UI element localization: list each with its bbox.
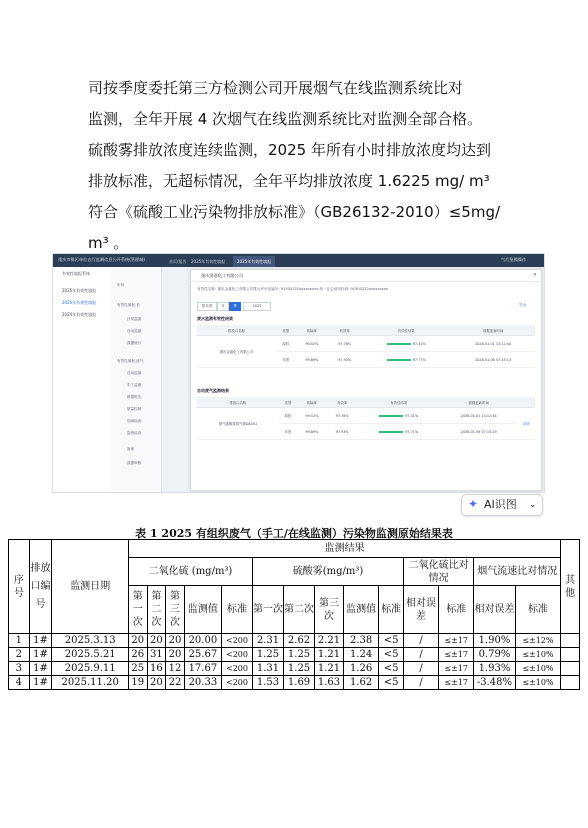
cell-other	[561, 648, 580, 662]
cell-no: 2	[9, 648, 30, 662]
cell-so2-standard: <200	[222, 634, 253, 648]
cell-so2-3: 12	[166, 662, 185, 676]
col-header: 数据更新时间	[440, 397, 517, 408]
cell-flow-rel-err: -3.48%	[474, 676, 515, 690]
cell	[357, 424, 440, 440]
left-nav-header: 有效性填报系统	[62, 271, 90, 276]
cell: 烟气硫酸雾排气筒DA001	[197, 408, 279, 440]
cell-mist-value: 1.62	[344, 676, 379, 690]
filter-year-button[interactable]: 按年度	[197, 302, 217, 311]
cell-so2-3: 20	[166, 648, 185, 662]
cell	[361, 352, 451, 368]
sub-nav-item[interactable]: 现场检查	[127, 419, 142, 423]
panel-info-row: 有效性名称: 重庆金嘉化工有限公司排污许可证编号: 91500222xxxxxxxxx 统一社会信用代码: 91500222xxxxxxxxx	[197, 287, 388, 291]
results-table	[8, 539, 580, 690]
cell-mist-standard: <5	[379, 648, 404, 662]
header-third: 第三次	[166, 586, 185, 634]
table-row	[9, 634, 580, 648]
cell-so2-2: 20	[147, 676, 166, 690]
cell-no: 4	[9, 676, 30, 690]
col-header: 有效性结果	[361, 325, 451, 336]
cell-outlet: 1#	[29, 662, 52, 676]
cell-flow-standard: ≤±10%	[515, 648, 561, 662]
sub-nav-item[interactable]: 质量控制	[127, 407, 142, 411]
header-mist: 硫酸雾(mg/m³)	[253, 558, 404, 586]
col-header: 有效率	[327, 397, 357, 408]
cell-value: 97.31%	[412, 341, 426, 346]
cell: 2026-01-06 07:15:13	[451, 352, 535, 368]
sub-nav-item[interactable]: 有效性填报-自	[117, 303, 140, 307]
ai-button-label: AI识图	[484, 498, 517, 511]
cell: 99.89%	[297, 424, 327, 440]
cell-flow-standard: ≤±12%	[515, 634, 561, 648]
header-seq: 序号	[9, 540, 30, 634]
cell: 原料	[279, 408, 297, 424]
cell: 97.78%	[328, 336, 361, 352]
header-value: 监测值	[344, 586, 379, 634]
col-header: 排放口名称	[197, 325, 276, 336]
app-title: 重庆市排污单位自行监测信息公开系统(管理端)	[58, 257, 146, 262]
left-nav-item[interactable]: 2024年有效性填报	[62, 312, 97, 317]
cell-mist-2: 1.25	[284, 662, 315, 676]
header-standard: 标准	[379, 586, 404, 634]
ai-recognize-button[interactable]	[461, 494, 543, 516]
cell: 重庆金嘉化工有限公司	[197, 336, 276, 368]
cell: 99.89%	[295, 352, 328, 368]
table-row	[197, 408, 535, 424]
cell-so2-3: 22	[166, 676, 185, 690]
header-standard: 标准	[515, 586, 561, 634]
sub-nav-item[interactable]: 年份	[117, 283, 125, 287]
header-so2: 二氧化硫 (mg/m³)	[128, 558, 252, 586]
tab-home[interactable]: 首页/报告	[169, 259, 187, 264]
sub-nav-item[interactable]: 日常监测	[127, 317, 142, 321]
header-so2-compare: 二氧化硫比对情况	[403, 558, 473, 586]
sub-nav-item[interactable]: 自动监测	[127, 371, 142, 375]
tab-fill-2025-active[interactable]: 2025年有效性填报	[233, 256, 275, 267]
sub-nav-item[interactable]: 数据统计	[127, 341, 142, 345]
progress-bar	[379, 415, 403, 417]
paragraph-line: 监测，全年开展 4 次烟气在线监测系统比对监测全部合格。	[88, 110, 483, 128]
cell-mist-3: 1.21	[315, 662, 344, 676]
cell-mist-1: 2.31	[253, 634, 284, 648]
sparkle-icon: ✦	[468, 497, 479, 511]
paragraph-line: m³ 。	[88, 234, 129, 252]
col-header: 有效性结果	[357, 397, 440, 408]
cell-mist-value: 2.38	[344, 634, 379, 648]
cell-date: 2025.11.20	[52, 676, 129, 690]
cell-mist-3: 1.21	[315, 648, 344, 662]
cell-so2-2: 31	[147, 648, 166, 662]
cell-so2-err-standard: ≤±17	[439, 648, 474, 662]
cell-no: 1	[9, 634, 30, 648]
header-second: 第二次	[284, 586, 315, 634]
tab-fill-2025[interactable]: 2025年有效性填报	[191, 259, 226, 264]
cell-flow-rel-err: 1.93%	[474, 662, 515, 676]
left-nav-item[interactable]: 2025年有效性填报	[62, 288, 97, 293]
divider	[191, 281, 541, 282]
cell-so2-standard: <200	[222, 662, 253, 676]
cell-so2-2: 16	[147, 662, 166, 676]
cell-so2-value: 25.67	[184, 648, 221, 662]
header-standard: 标准	[439, 586, 474, 634]
chevron-down-icon[interactable]: ⌄	[529, 500, 537, 510]
section-title: 废水监测有效性结果	[197, 316, 233, 321]
cell-date: 2025.3.13	[52, 634, 129, 648]
filter-month-button[interactable]: 月	[217, 302, 229, 311]
detail-panel	[190, 269, 542, 491]
cell-so2-1: 26	[128, 648, 147, 662]
cell-value: 97.31%	[405, 413, 419, 418]
progress-bar	[387, 343, 411, 345]
cell-so2-3: 20	[166, 634, 185, 648]
cell-outlet: 1#	[29, 676, 52, 690]
cell-mist-2: 1.69	[284, 676, 315, 690]
body-paragraph	[88, 73, 518, 258]
col-header-action	[517, 397, 535, 408]
left-nav-item-selected[interactable]: 2025年有效性填报	[62, 300, 97, 305]
sub-nav-item[interactable]: 手工监测	[127, 383, 142, 387]
header-results: 监测结果	[128, 540, 560, 558]
progress-bar	[379, 431, 403, 433]
cell-so2-value: 17.67	[184, 662, 221, 676]
header-third: 第三次	[315, 586, 344, 634]
app-topbar	[53, 254, 544, 267]
cell-outlet: 1#	[29, 648, 52, 662]
cell-mist-2: 1.25	[284, 648, 315, 662]
cell: 原料	[276, 336, 295, 352]
cell-so2-err-standard: ≤±17	[439, 634, 474, 648]
cell-so2-1: 20	[128, 634, 147, 648]
header-date: 监测日期	[52, 540, 129, 634]
header-value: 监测值	[184, 586, 221, 634]
progress-bar	[387, 359, 411, 361]
cell-mist-standard: <5	[379, 634, 404, 648]
cell-flow-rel-err: 1.90%	[474, 634, 515, 648]
sub-nav-item[interactable]: 自动监测	[127, 329, 142, 333]
cell-so2-rel-err: /	[403, 676, 438, 690]
cell-so2-2: 20	[147, 634, 166, 648]
exhaust-table	[197, 397, 535, 440]
paragraph-line: 硫酸雾排放浓度连续监测，2025 年所有小时排放浓度均达到	[88, 141, 491, 159]
cell-mist-3: 1.63	[315, 676, 344, 690]
cell-so2-rel-err: /	[403, 662, 438, 676]
cell-so2-rel-err: /	[403, 648, 438, 662]
col-header: 数据更新时间	[451, 325, 535, 336]
sub-nav-item[interactable]: 数据报告	[127, 395, 142, 399]
detail-link[interactable]: 详情	[517, 408, 535, 440]
header-standard: 标准	[222, 586, 253, 634]
header-rel-err: 相对误差	[474, 586, 515, 634]
cell: 99.52%	[297, 408, 327, 424]
col-header: 类型	[279, 397, 297, 408]
cell-date: 2025.9.11	[52, 662, 129, 676]
paragraph-line: 符合《硫酸工业污染物排放标准》（GB26132-2010）≤5mg/	[88, 203, 501, 221]
left-nav	[53, 267, 112, 492]
table-row	[197, 336, 535, 352]
sub-nav	[111, 267, 162, 492]
cell-mist-standard: <5	[379, 662, 404, 676]
header-rel-err: 相对误差	[403, 586, 438, 634]
cell: 2026-01-01 13:12:44	[451, 336, 535, 352]
cell: 2026-01-01 13:12:44	[440, 408, 517, 424]
header-outlet: 排放口编号	[29, 540, 52, 634]
cell: 97.93%	[328, 352, 361, 368]
table-row	[9, 676, 580, 690]
cell-other	[561, 662, 580, 676]
cell-mist-value: 1.26	[344, 662, 379, 676]
col-header: 类型	[276, 325, 295, 336]
cell-mist-3: 2.21	[315, 634, 344, 648]
cell-date: 2025.5.21	[52, 648, 129, 662]
col-header: 排放口名称	[197, 397, 279, 408]
cell-mist-standard: <5	[379, 676, 404, 690]
cell-mist-1: 1.53	[253, 676, 284, 690]
paragraph-line: 排放标准，无超标情况，全年平均排放浓度 1.6225 mg/ m³	[88, 172, 490, 190]
header-first: 第一次	[128, 586, 147, 634]
sub-nav-item[interactable]: 有效性填报-废气	[117, 359, 144, 363]
sub-nav-item[interactable]: 监督检查	[127, 431, 142, 435]
cell: 99.52%	[295, 336, 328, 352]
cell-so2-standard: <200	[222, 676, 253, 690]
cell	[361, 336, 451, 352]
year-select[interactable]: 2025	[243, 302, 271, 311]
cell-other	[561, 634, 580, 648]
cell-so2-standard: <200	[222, 648, 253, 662]
export-button[interactable]: 导出	[519, 303, 527, 307]
cell-value: 97.77%	[412, 357, 426, 362]
header-other: 其他	[561, 540, 580, 634]
wastewater-table	[197, 325, 535, 368]
cell-mist-2: 2.62	[284, 634, 315, 648]
cell-no: 3	[9, 662, 30, 676]
cell-flow-rel-err: 0.79%	[474, 648, 515, 662]
cell-mist-1: 1.31	[253, 662, 284, 676]
user-text[interactable]: 气后鉴摸操作	[501, 257, 527, 262]
cell: 年度	[279, 424, 297, 440]
col-header: 传输率	[297, 397, 327, 408]
cell-so2-value: 20.00	[184, 634, 221, 648]
section-title: 自动废气监测结果	[197, 388, 229, 393]
cell-flow-standard: ≤±10%	[515, 662, 561, 676]
table-row	[9, 662, 580, 676]
cell-so2-err-standard: ≤±17	[439, 662, 474, 676]
cell: 2026-01-06 07:15:29	[440, 424, 517, 440]
header-flow-compare: 烟气流速比对情况	[474, 558, 561, 586]
cell: 年度	[276, 352, 295, 368]
col-header: 有效率	[328, 325, 361, 336]
col-header: 传输率	[295, 325, 328, 336]
cell-mist-1: 1.25	[253, 648, 284, 662]
panel-title: 重庆金嘉化工有限公司	[201, 273, 243, 278]
table-caption: 表 1 2025 有组织废气（手工/在线监测）污染物监测原始结果表	[135, 527, 453, 540]
table-row	[9, 648, 580, 662]
embedded-screenshot	[52, 253, 545, 493]
sub-nav-item[interactable]: 数据审核	[127, 461, 142, 465]
cell-other	[561, 676, 580, 690]
cell-outlet: 1#	[29, 634, 52, 648]
header-second: 第二次	[147, 586, 166, 634]
cell-flow-standard: ≤±10%	[515, 676, 561, 690]
paragraph-line: 司按季度委托第三方检测公司开展烟气在线监测系统比对	[88, 79, 464, 97]
cell: 97.93%	[327, 424, 357, 440]
header-first: 第一次	[253, 586, 284, 634]
filter-quarter-button[interactable]: 季	[229, 302, 241, 311]
cell-so2-1: 19	[128, 676, 147, 690]
cell-mist-value: 1.24	[344, 648, 379, 662]
cell-so2-err-standard: ≤±17	[439, 676, 474, 690]
close-icon[interactable]: ×	[532, 272, 537, 278]
cell	[357, 408, 440, 424]
cell-so2-value: 20.33	[184, 676, 221, 690]
sub-nav-item[interactable]: 备案	[127, 447, 135, 451]
cell-so2-rel-err: /	[403, 634, 438, 648]
cell-value: 97.71%	[405, 429, 419, 434]
cell: 97.78%	[327, 408, 357, 424]
cell-so2-1: 25	[128, 662, 147, 676]
